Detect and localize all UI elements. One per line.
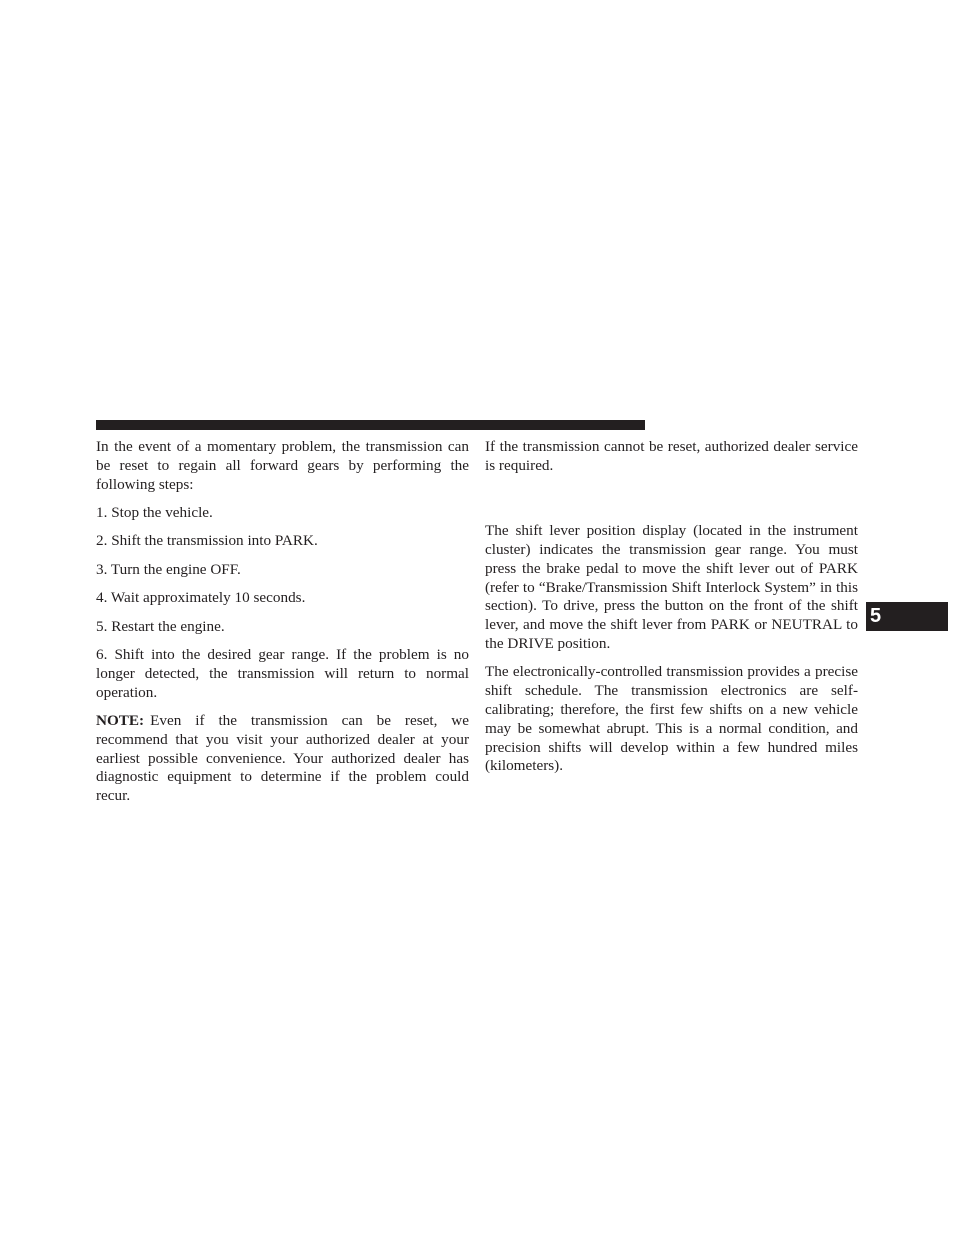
step-item: 3. Turn the engine OFF. <box>96 560 241 578</box>
reset-note-paragraph: If the transmission cannot be reset, authorized dealer service is required. <box>485 438 858 474</box>
note-label: NOTE: <box>96 711 145 729</box>
step-item: 6. Shift into the desired gear range. If the problem is no longer detected, the transmission will return to normal operation. <box>96 645 469 701</box>
step-item: 5. Restart the engine. <box>96 617 225 635</box>
heading-gap <box>485 485 858 522</box>
section-tab: 5 <box>866 602 948 631</box>
intro-paragraph: In the event of a momentary problem, the transmission can be reset to regain all forward gears by performing the following steps: <box>96 438 469 493</box>
right-column <box>485 438 858 786</box>
section-header-rule <box>96 420 645 430</box>
step-item: 4. Wait approximately 10 seconds. <box>96 589 306 607</box>
note-text: Even if the transmission can be reset, we recommend that you visit your authorized dealer at your earliest possible convenience. Your authorized dealer has diagnostic equipment to determine if the problem could recur. <box>96 711 469 805</box>
left-column <box>96 438 469 816</box>
electronic-transmission-paragraph: The electronically-controlled transmission provides a precise shift schedule. The transmission electronics are self-calibrating; therefore, the first few shifts on a new vehicle may be somewhat abrupt. This is a normal condition, and precision shifts will develop within a few hundred miles (kilometers). <box>485 663 858 775</box>
step-item: 1. Stop the vehicle. <box>96 503 213 521</box>
note-paragraph <box>96 712 469 806</box>
shift-display-paragraph: The shift lever position display (located in the instrument cluster) indicates the transmission gear range. You must press the brake pedal to move the shift lever out of PARK (refer to “Brake/Transmission Shift Interlock System” in this section). To drive, press the button on the front of the shift lever, and move the shift lever from PARK or NEUTRAL to the DRIVE position. <box>485 522 858 652</box>
step-item: 2. Shift the transmission into PARK. <box>96 532 318 550</box>
